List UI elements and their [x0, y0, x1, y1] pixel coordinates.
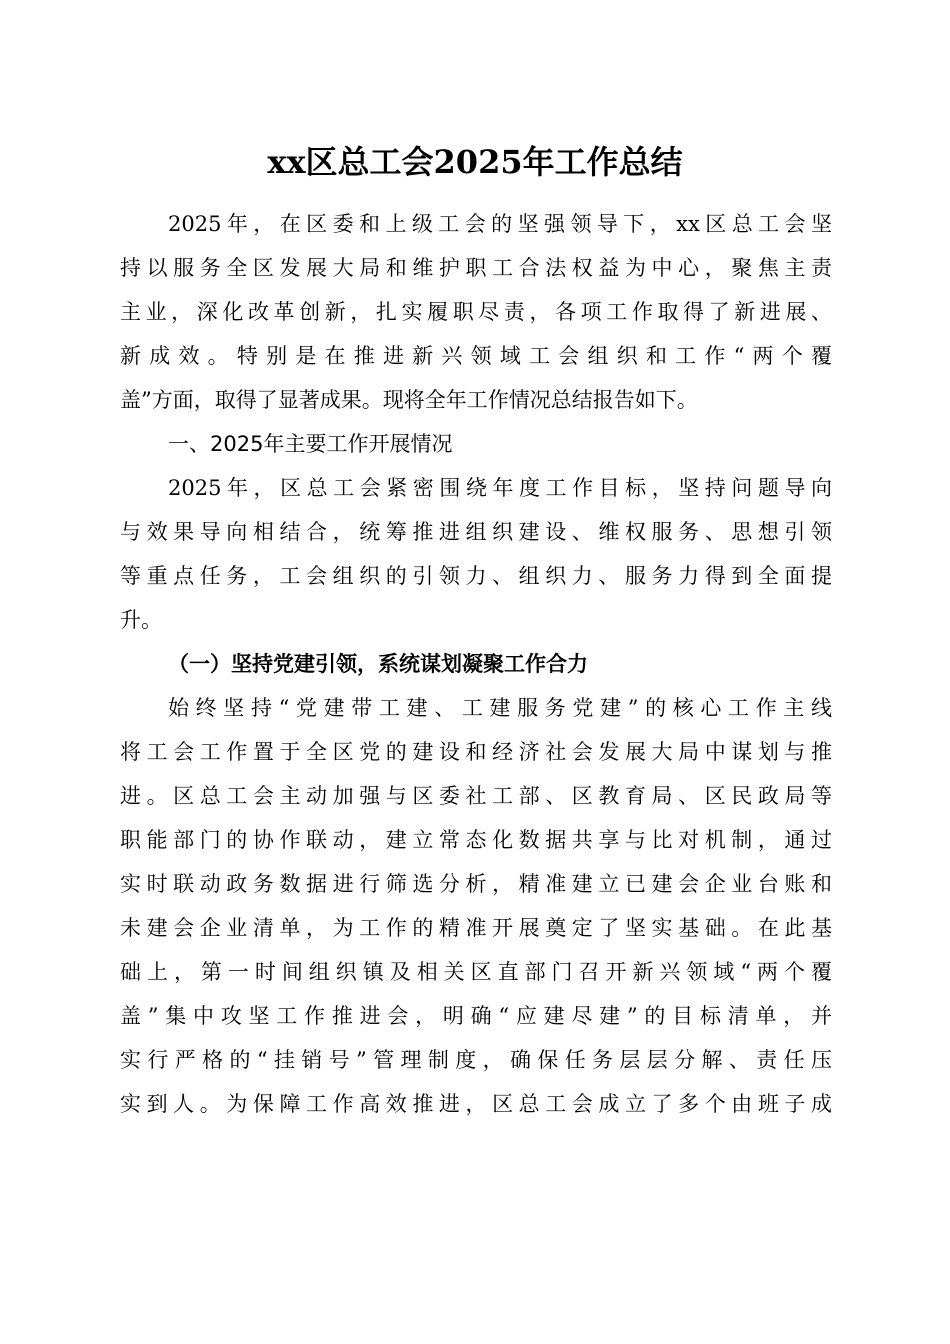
- text-line: 盖”集中攻坚工作推进会，明确“应建尽建”的目标清单，并: [120, 1004, 832, 1028]
- text-line: 与效果导向相结合，统筹推进组织建设、维权服务、思想引领: [120, 520, 832, 544]
- text-line: 职能部门的协作联动，建立常态化数据共享与比对机制，通过: [120, 828, 832, 852]
- section-heading: 一、2025年主要工作开展情况: [168, 432, 453, 456]
- text-line: 盖”方面，取得了显著成果。现将全年工作情况总结报告如下。: [120, 388, 698, 412]
- text-line: 实时联动政务数据进行筛选分析，精准建立已建会企业台账和: [120, 872, 832, 896]
- text-line: 等重点任务，工会组织的引领力、组织力、服务力得到全面提: [120, 564, 832, 588]
- text-line: 实到人。为保障工作高效推进，区总工会成立了多个由班子成: [120, 1092, 832, 1116]
- text-line: 础上，第一时间组织镇及相关区直部门召开新兴领域“两个覆: [120, 960, 832, 984]
- text-line: 2025年，在区委和上级工会的坚强领导下，xx区总工会坚: [168, 212, 832, 236]
- text-line: 实行严格的“挂销号”管理制度，确保任务层层分解、责任压: [120, 1048, 832, 1072]
- text-line: 将工会工作置于全区党的建设和经济社会发展大局中谋划与推: [120, 740, 832, 764]
- text-line: 升。: [120, 608, 162, 632]
- text-line: 2025年，区总工会紧密围绕年度工作目标，坚持问题导向: [168, 476, 832, 500]
- text-line: 新成效。特别是在推进新兴领域工会组织和工作“两个覆: [120, 344, 832, 368]
- text-line: 持以服务全区发展大局和维护职工合法权益为中心，聚焦主责: [120, 256, 832, 280]
- text-line: 未建会企业清单，为工作的精准开展奠定了坚实基础。在此基: [120, 916, 832, 940]
- text-line: 进。区总工会主动加强与区委社工部、区教育局、区民政局等: [120, 784, 832, 808]
- text-line: 主业，深化改革创新，扎实履职尽责，各项工作取得了新进展、: [120, 300, 832, 324]
- document-title: xx区总工会2025年工作总结: [267, 143, 683, 181]
- text-line: 始终坚持“党建带工建、工建服务党建”的核心工作主线: [168, 696, 832, 720]
- subsection-heading: （一）坚持党建引领，系统谋划凝聚工作合力: [168, 651, 588, 676]
